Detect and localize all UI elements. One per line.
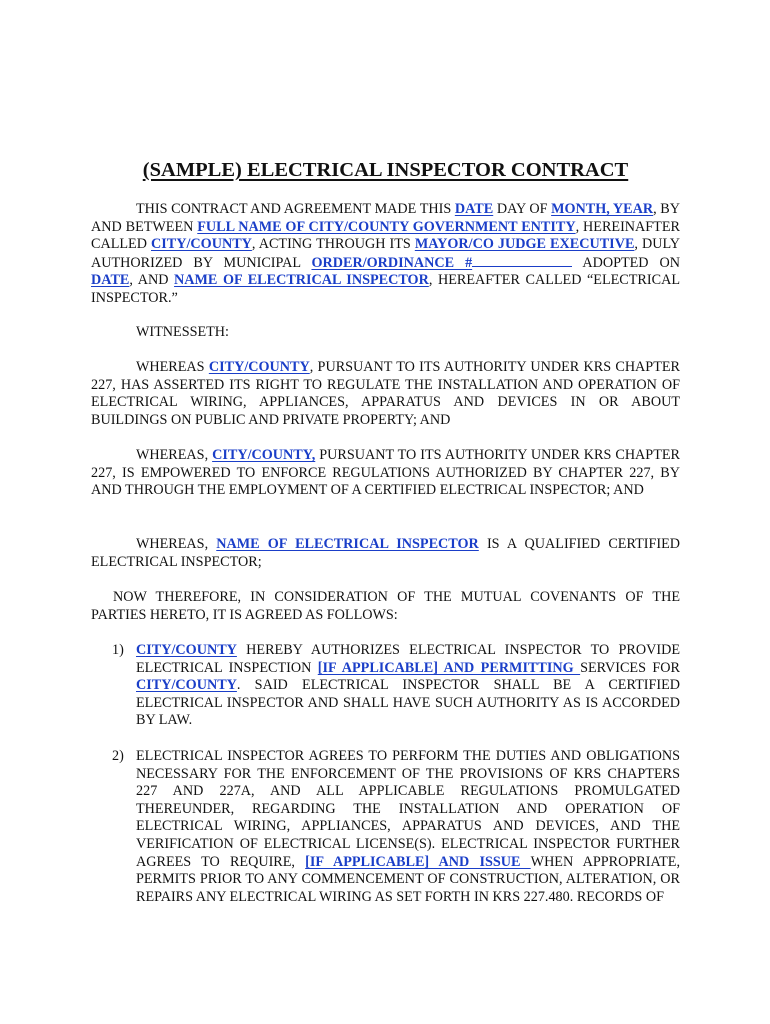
text-run: NOW THEREFORE, IN CONSIDERATION OF THE MUTUAL COVENANTS OF THE PARTIES HERETO, IT IS AGREED AS FOLLOWS:: [91, 589, 680, 623]
text-run: HEREBY AUTHORIZES ELECTRICAL INSPECTOR TO PROVIDE ELECTRICAL INSPECTION: [136, 642, 680, 676]
text-run: ELECTRICAL INSPECTOR AGREES TO PERFORM THE DUTIES AND OBLIGATIONS NECESSARY FOR THE ENFORCEMENT OF THE PROVISIONS OF KRS CHAPTERS 227 AND 227A, AND ALL APPLICABLE REGULATIONS PROMULGATED THEREUNDER, REGARDING THE INSTALLATION AND OPERATION OF ELECTRICAL WIRING, APPLIANCES, APPARATUS AND DEVICES, AND THE VERIFICATION OF ELECTRICAL LICENSE(S). ELECTRICAL INSPECTOR FURTHER AGREES TO REQUIRE,: [136, 747, 680, 870]
text-run: , HEREINAFTER CALLED: [91, 218, 680, 253]
text-run: WHEREAS,: [136, 536, 217, 552]
fill-in-field: FULL NAME OF CITY/COUNTY GOVERNMENT ENTITY: [197, 218, 576, 235]
fill-in-field: DATE: [454, 201, 494, 217]
fill-in-field: NAME OF ELECTRICAL INSPECTOR: [216, 536, 479, 552]
fill-in-field: [IF APPLICABLE] AND ISSUE: [305, 853, 531, 870]
witnesseth-heading: WITNESSETH:: [136, 324, 229, 340]
fill-in-field: ORDER/ORDINANCE #: [311, 254, 473, 271]
fill-in-field: MONTH, YEAR: [551, 201, 654, 217]
list-item-text: [136, 642, 680, 728]
text-run: THIS CONTRACT AND AGREEMENT MADE THIS: [136, 201, 455, 217]
text-run: WHEREAS,: [136, 447, 213, 463]
fill-in-field: MAYOR/CO JUDGE EXECUTIVE: [414, 236, 635, 253]
document-title: (SAMPLE) ELECTRICAL INSPECTOR CONTRACT: [142, 159, 629, 181]
fill-in-field: [IF APPLICABLE] AND PERMITTING: [317, 659, 581, 676]
text-run: , HEREAFTER CALLED “ELECTRICAL INSPECTOR.”: [91, 272, 680, 306]
whereas-paragraph-1: [91, 359, 680, 429]
fill-in-field: CITY/COUNTY: [136, 642, 237, 658]
now-therefore-paragraph: [91, 589, 680, 624]
list-item-number: 1): [112, 642, 124, 658]
whereas-paragraph-2: [91, 447, 680, 500]
fill-in-field: DATE: [91, 272, 130, 289]
text-run: SERVICES FOR: [580, 659, 680, 676]
fill-in-field: CITY/COUNTY: [151, 236, 252, 253]
text-run: , ACTING THROUGH ITS: [251, 236, 415, 253]
whereas-paragraph-3: [91, 536, 680, 571]
text-run: . SAID ELECTRICAL INSPECTOR SHALL BE A CERTIFIED ELECTRICAL INSPECTOR AND SHALL HAVE SUCH AUTHORITY AS IS ACCORDED BY LAW.: [136, 677, 680, 729]
text-run: DAY OF: [493, 201, 552, 217]
text-run: WHEN APPROPRIATE, PERMITS PRIOR TO ANY COMMENCEMENT OF CONSTRUCTION, ALTERATION, OR REPAIRS ANY ELECTRICAL WIRING AS SET FORTH IN KRS 227.480. RECORDS OF: [136, 853, 680, 905]
text-run: ADOPTED ON: [572, 254, 680, 271]
intro-paragraph: [91, 201, 680, 308]
fill-in-field: NAME OF ELECTRICAL INSPECTOR: [174, 272, 429, 289]
list-item: [91, 642, 680, 730]
list-item-number: 2): [112, 747, 124, 764]
fill-in-field: CITY/COUNTY,: [212, 447, 316, 463]
list-item-text: [136, 748, 680, 905]
fill-in-field: CITY/COUNTY: [208, 359, 310, 375]
text-run: , AND: [129, 272, 175, 289]
text-run: WHEREAS: [136, 359, 209, 375]
blank-fill-line: [472, 254, 572, 267]
text-run: IS A QUALIFIED CERTIFIED ELECTRICAL INSPECTOR;: [91, 536, 680, 570]
fill-in-field: CITY/COUNTY: [136, 677, 237, 694]
list-item: [91, 748, 680, 906]
text-run: , PURSUANT TO ITS AUTHORITY UNDER KRS CHAPTER 227, HAS ASSERTED ITS RIGHT TO REGULATE THE INSTALLATION AND OPERATION OF ELECTRICAL WIRING, APPLIANCES, APPARATUS AND DEVICES IN OR ABOUT BUILDINGS ON PUBLIC AND PRIVATE PROPERTY; AND: [91, 359, 680, 428]
text-run: PURSUANT TO ITS AUTHORITY UNDER KRS CHAPTER 227, IS EMPOWERED TO ENFORCE REGULATIONS AUTHORIZED BY CHAPTER 227, BY AND THROUGH THE EMPLOYMENT OF A CERTIFIED ELECTRICAL INSPECTOR; AND: [91, 447, 680, 499]
text-run: , DULY AUTHORIZED BY MUNICIPAL: [91, 236, 680, 271]
agreement-list: [91, 642, 680, 906]
text-run: , BY AND BETWEEN: [91, 201, 680, 235]
